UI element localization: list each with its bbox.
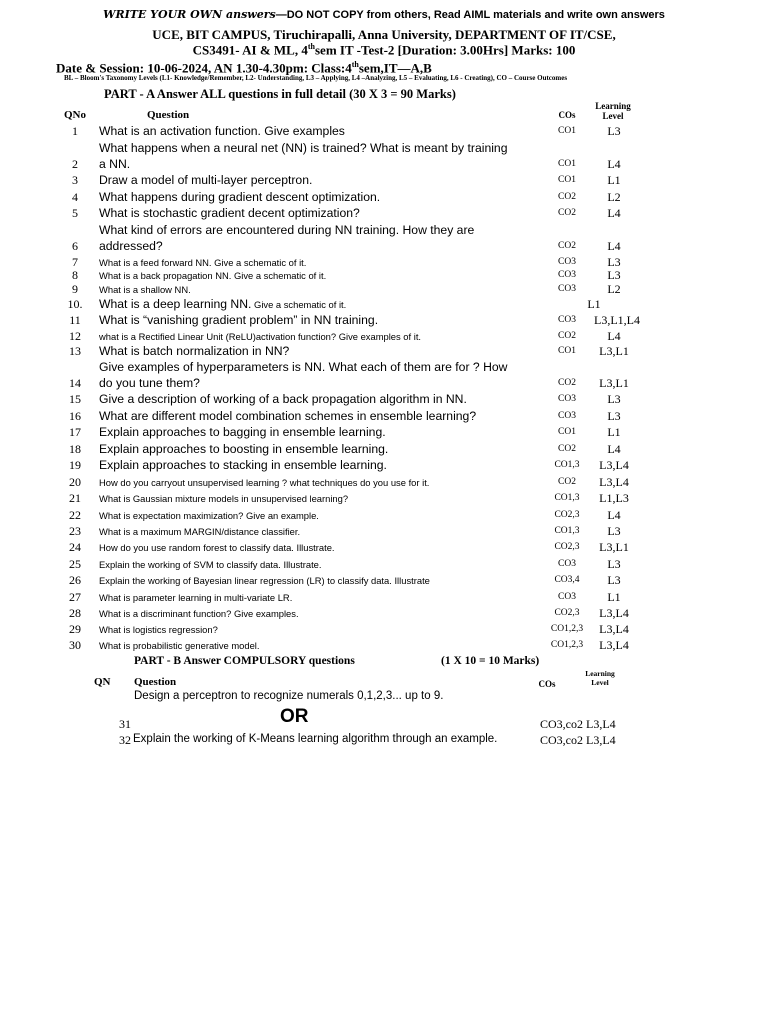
question-text-main: Explain approaches to boosting in ensemble learning.: [99, 442, 389, 456]
question-text-main: Explain the working of SVM to classify data. Illustrate.: [99, 559, 322, 570]
question-level: L3: [607, 124, 621, 138]
question-text-main: addressed?: [99, 239, 163, 253]
question-level: L3,L1: [599, 376, 629, 390]
question-text-main: What is a maximum MARGIN/distance classifier.: [99, 526, 301, 537]
warning-script: WRITE YOUR OWN answers: [103, 8, 276, 21]
question-co: CO2: [558, 378, 576, 388]
question-text-main: What is an activation function. Give examples: [99, 124, 345, 138]
question-text-main: What is stochastic gradient decent optimization?: [99, 206, 360, 220]
question-text: [99, 575, 430, 586]
question-text: [99, 409, 476, 423]
question-level: L3: [607, 573, 621, 587]
question-number: 5: [72, 206, 78, 220]
question-row: [0, 606, 768, 622]
question-co: CO1: [558, 159, 576, 169]
question-row: [0, 392, 768, 408]
question-row: [0, 124, 768, 140]
question-text-main: What is parameter learning in multi-variate LR.: [99, 592, 293, 603]
question-text-main: What is a shallow NN.: [99, 284, 191, 295]
date-sup: th: [351, 60, 359, 69]
question-text-line1: Give examples of hyperparameters is NN. What each of them are for ? How: [99, 360, 508, 374]
or-separator: OR: [280, 706, 309, 727]
question-row: [0, 458, 768, 474]
question-co: CO1: [558, 175, 576, 185]
col-question-header: Question: [147, 109, 190, 121]
question-number: 14: [69, 376, 81, 390]
question-co: CO2: [558, 208, 576, 218]
question-number: 22: [69, 508, 81, 522]
question-co: CO3: [558, 411, 576, 421]
question-level: L3,L4: [599, 622, 629, 636]
question-level: L4: [607, 206, 621, 220]
question-row: [0, 313, 768, 329]
question-text: [99, 559, 322, 570]
question-text: [99, 458, 387, 472]
question-level: L4: [607, 157, 621, 171]
question-number: 17: [69, 425, 81, 439]
question-number: 25: [69, 557, 81, 571]
question-number: 1: [72, 124, 78, 138]
col-level-header-2: Level: [602, 111, 624, 121]
question-text-main: What is a back propagation NN. Give a schematic of it.: [99, 270, 327, 281]
question-row: [0, 442, 768, 458]
question-row: [0, 360, 768, 392]
question-number: 20: [69, 475, 81, 489]
question-number: 10.: [67, 297, 83, 311]
question-co: CO3: [558, 394, 576, 404]
course-line-sup: th: [307, 42, 315, 51]
question-32-co-level: CO3,co2 L3,L4: [540, 733, 616, 747]
question-level: L3,L4: [599, 458, 629, 472]
question-text-main: What is expectation maximization? Give an example.: [99, 510, 319, 521]
question-text-line1: What kind of errors are encountered during NN training. How they are: [99, 223, 475, 237]
question-text: [99, 190, 380, 204]
question-text: [99, 624, 218, 635]
course-line: [0, 42, 768, 58]
question-text: [99, 331, 421, 342]
question-level: L2: [607, 282, 621, 296]
question-text: [99, 592, 292, 603]
question-number: 6: [72, 239, 78, 253]
question-co: CO2,3: [554, 510, 580, 520]
question-number: 18: [69, 442, 81, 456]
col-level-header-b-1: Learning: [585, 669, 615, 678]
date-post: sem,IT—A,B: [358, 60, 432, 76]
question-row: [0, 297, 768, 313]
question-text: [99, 313, 378, 327]
copy-warning: [0, 8, 768, 21]
question-row: [0, 190, 768, 206]
question-text-main: Explain the working of Bayesian linear regression (LR) to classify data. Illustrate: [99, 575, 430, 586]
question-text: [99, 425, 386, 439]
question-level: L3: [607, 409, 621, 423]
question-number: 3: [72, 173, 78, 187]
question-text: [99, 270, 326, 281]
date-pre: Date & Session: 10-06-2024, AN 1.30-4.30pm: Class:4: [56, 60, 352, 76]
question-co: CO3,4: [554, 575, 580, 585]
question-text: [99, 392, 467, 406]
question-level: L3: [607, 255, 621, 269]
question-row: [0, 329, 768, 345]
question-number: 7: [72, 255, 78, 269]
question-co: CO2: [558, 331, 576, 341]
question-co: CO1,3: [554, 526, 580, 536]
question-row: [0, 173, 768, 189]
question-number: 24: [69, 540, 81, 554]
question-text-main: What is a feed forward NN. Give a schematic of it.: [99, 257, 307, 268]
question-co: CO1,2,3: [550, 624, 584, 634]
course-line-pre: CS3491- AI & ML, 4: [192, 42, 308, 58]
question-row: [0, 557, 768, 573]
question-row: [0, 206, 768, 222]
question-row: [0, 409, 768, 425]
question-text: [99, 157, 130, 171]
question-text-main: What is a discriminant function? Give examples.: [99, 608, 299, 619]
question-co: CO3: [558, 284, 576, 294]
question-number: 23: [69, 524, 81, 538]
question-level: L3: [607, 268, 621, 282]
question-text-main: What are different model combination schemes in ensemble learning?: [99, 409, 477, 423]
question-text-main: What happens during gradient descent optimization.: [99, 190, 381, 204]
question-number: 13: [69, 344, 81, 358]
question-co: CO1,3: [554, 460, 580, 470]
question-level: L1,L3: [599, 491, 629, 505]
question-text-main: Explain approaches to stacking in ensemble learning.: [99, 458, 387, 472]
question-co: CO3: [558, 270, 576, 280]
question-co: CO3: [558, 315, 576, 325]
question-level: L3,L4: [599, 475, 629, 489]
question-number: 9: [72, 282, 78, 296]
question-row: [0, 425, 768, 441]
col-level-header-b: [578, 669, 622, 687]
question-row: [0, 141, 768, 173]
question-number: 29: [69, 622, 81, 636]
question-text-main: What is a deep learning NN.: [99, 297, 252, 311]
question-number: 27: [69, 590, 81, 604]
col-question-header-b: Question: [134, 676, 177, 688]
question-text: [99, 477, 429, 488]
question-text-small: Give a schematic of it.: [251, 299, 347, 310]
question-row: [0, 223, 768, 255]
question-level: L1: [587, 297, 601, 311]
question-level: L3: [607, 524, 621, 538]
question-number: 28: [69, 606, 81, 620]
question-row: [0, 590, 768, 606]
question-co: CO1: [558, 427, 576, 437]
question-row: [0, 475, 768, 491]
question-text-main: What is batch normalization in NN?: [99, 344, 290, 358]
question-level: L3,L4: [599, 638, 629, 652]
question-text-main: Give a description of working of a back propagation algorithm in NN.: [99, 392, 467, 406]
question-co: CO3: [558, 559, 576, 569]
question-number: 15: [69, 392, 81, 406]
question-co: CO3: [558, 592, 576, 602]
part-b-title: PART - B Answer COMPULSORY questions: [134, 655, 355, 667]
question-31-number: 31: [119, 717, 131, 731]
institution-line: UCE, BIT CAMPUS, Tiruchirapalli, Anna University, DEPARTMENT OF IT/CSE,: [152, 27, 616, 42]
question-text: [99, 239, 163, 253]
question-text-line1: What happens when a neural net (NN) is trained? What is meant by training: [99, 141, 508, 155]
question-text-main: How do you use random forest to classify data. Illustrate.: [99, 542, 335, 553]
question-text-main: What is probabilistic generative model.: [99, 640, 260, 651]
question-number: 4: [72, 190, 78, 204]
question-32-text: Explain the working of K-Means learning algorithm through an example.: [133, 733, 498, 745]
question-number: 11: [69, 313, 81, 327]
course-line-post: sem IT -Test-2 [Duration: 3.00Hrs] Marks: 100: [314, 42, 576, 58]
question-row: [0, 508, 768, 524]
question-row: [0, 282, 768, 298]
question-number: 21: [69, 491, 81, 505]
question-level: L2: [607, 190, 621, 204]
question-co: CO2: [558, 444, 576, 454]
question-level: L1: [607, 425, 621, 439]
question-co: CO2: [558, 192, 576, 202]
question-text: [99, 344, 289, 358]
question-level: L4: [607, 329, 621, 343]
question-text: [99, 173, 312, 187]
question-level: L1: [607, 590, 621, 604]
question-row: [0, 573, 768, 589]
col-qn-header: QN: [94, 676, 111, 688]
question-text: [99, 284, 191, 295]
question-row: [0, 638, 768, 654]
question-text: [99, 257, 306, 268]
question-level: L3,L1: [599, 540, 629, 554]
question-level: L1: [607, 173, 621, 187]
question-co: CO1,3: [554, 493, 580, 503]
question-text-main: Explain approaches to bagging in ensemble learning.: [99, 425, 386, 439]
question-text: [99, 442, 388, 456]
question-number: 8: [72, 268, 78, 282]
question-31-text: Design a perceptron to recognize numerals 0,1,2,3... up to 9.: [134, 690, 444, 702]
question-co: CO3: [558, 257, 576, 267]
question-text-main: a NN.: [99, 157, 131, 171]
col-cos-header: COs: [558, 110, 576, 120]
question-co: CO1: [558, 346, 576, 356]
question-number: 26: [69, 573, 81, 587]
warning-rest: —DO NOT COPY from others, Read AIML materials and write own answers: [275, 9, 665, 21]
question-text-main: What is Gaussian mixture models in unsupervised learning?: [99, 493, 349, 504]
question-number: 2: [72, 157, 78, 171]
bloom-legend: BL – Bloom's Taxonomy Levels (L1- Knowledge/Remember, L2- Understanding, L3 – Applying, L4 –Analyzing, L5 – Evaluating, L6 - Creating), CO – Course Outcomes: [64, 74, 568, 82]
question-co: CO2,3: [554, 542, 580, 552]
question-text: [99, 376, 200, 390]
question-text: [99, 206, 360, 220]
question-text: [99, 297, 346, 311]
question-co: CO1: [558, 126, 576, 136]
question-row: [0, 524, 768, 540]
question-row: [0, 540, 768, 556]
question-text: [99, 510, 319, 521]
col-level-header-1: Learning: [595, 101, 631, 111]
question-text-main: Draw a model of multi-layer perceptron.: [99, 173, 313, 187]
question-co: CO2: [558, 477, 576, 487]
question-number: 12: [69, 329, 81, 343]
question-co: CO2,3: [554, 608, 580, 618]
question-text-main: What is “vanishing gradient problem” in NN training.: [99, 313, 379, 327]
question-number: 30: [69, 638, 81, 652]
question-text-main: How do you carryout unsupervised learning ? what techniques do you use for it.: [99, 477, 430, 488]
question-row: [0, 344, 768, 360]
question-row: [0, 622, 768, 638]
question-co: CO2: [558, 241, 576, 251]
question-level: L3: [607, 557, 621, 571]
question-level: L3,L1,L4: [594, 313, 640, 327]
question-31-co-level: CO3,co2 L3,L4: [540, 717, 616, 731]
question-level: L4: [607, 442, 621, 456]
question-text-main: What is logistics regression?: [99, 624, 218, 635]
col-level-header: [588, 101, 638, 121]
question-level: L3,L4: [599, 606, 629, 620]
question-level: L3,L1: [599, 344, 629, 358]
question-level: L4: [607, 239, 621, 253]
question-text-main: do you tune them?: [99, 376, 200, 390]
question-number: 16: [69, 409, 81, 423]
question-text: [99, 526, 300, 537]
question-32-number: 32: [119, 733, 131, 747]
question-co: CO1,2,3: [550, 640, 584, 650]
col-cos-header-b: COs: [538, 679, 556, 689]
part-b-marks: (1 X 10 = 10 Marks): [441, 655, 540, 667]
question-text: [99, 124, 345, 138]
col-qno-header: QNo: [64, 109, 86, 121]
question-number: 19: [69, 458, 81, 472]
question-text: [99, 542, 335, 553]
question-text: [99, 493, 348, 504]
question-text: [99, 608, 299, 619]
question-text: [99, 640, 260, 651]
col-level-header-b-2: Level: [591, 678, 609, 687]
question-text-main: what is a Rectified Linear Unit (ReLU)activation function? Give examples of it.: [99, 331, 422, 342]
question-level: L3: [607, 392, 621, 406]
question-row: [0, 491, 768, 507]
question-level: L4: [607, 508, 621, 522]
part-a-title: PART - A Answer ALL questions in full detail (30 X 3 = 90 Marks): [104, 87, 456, 101]
